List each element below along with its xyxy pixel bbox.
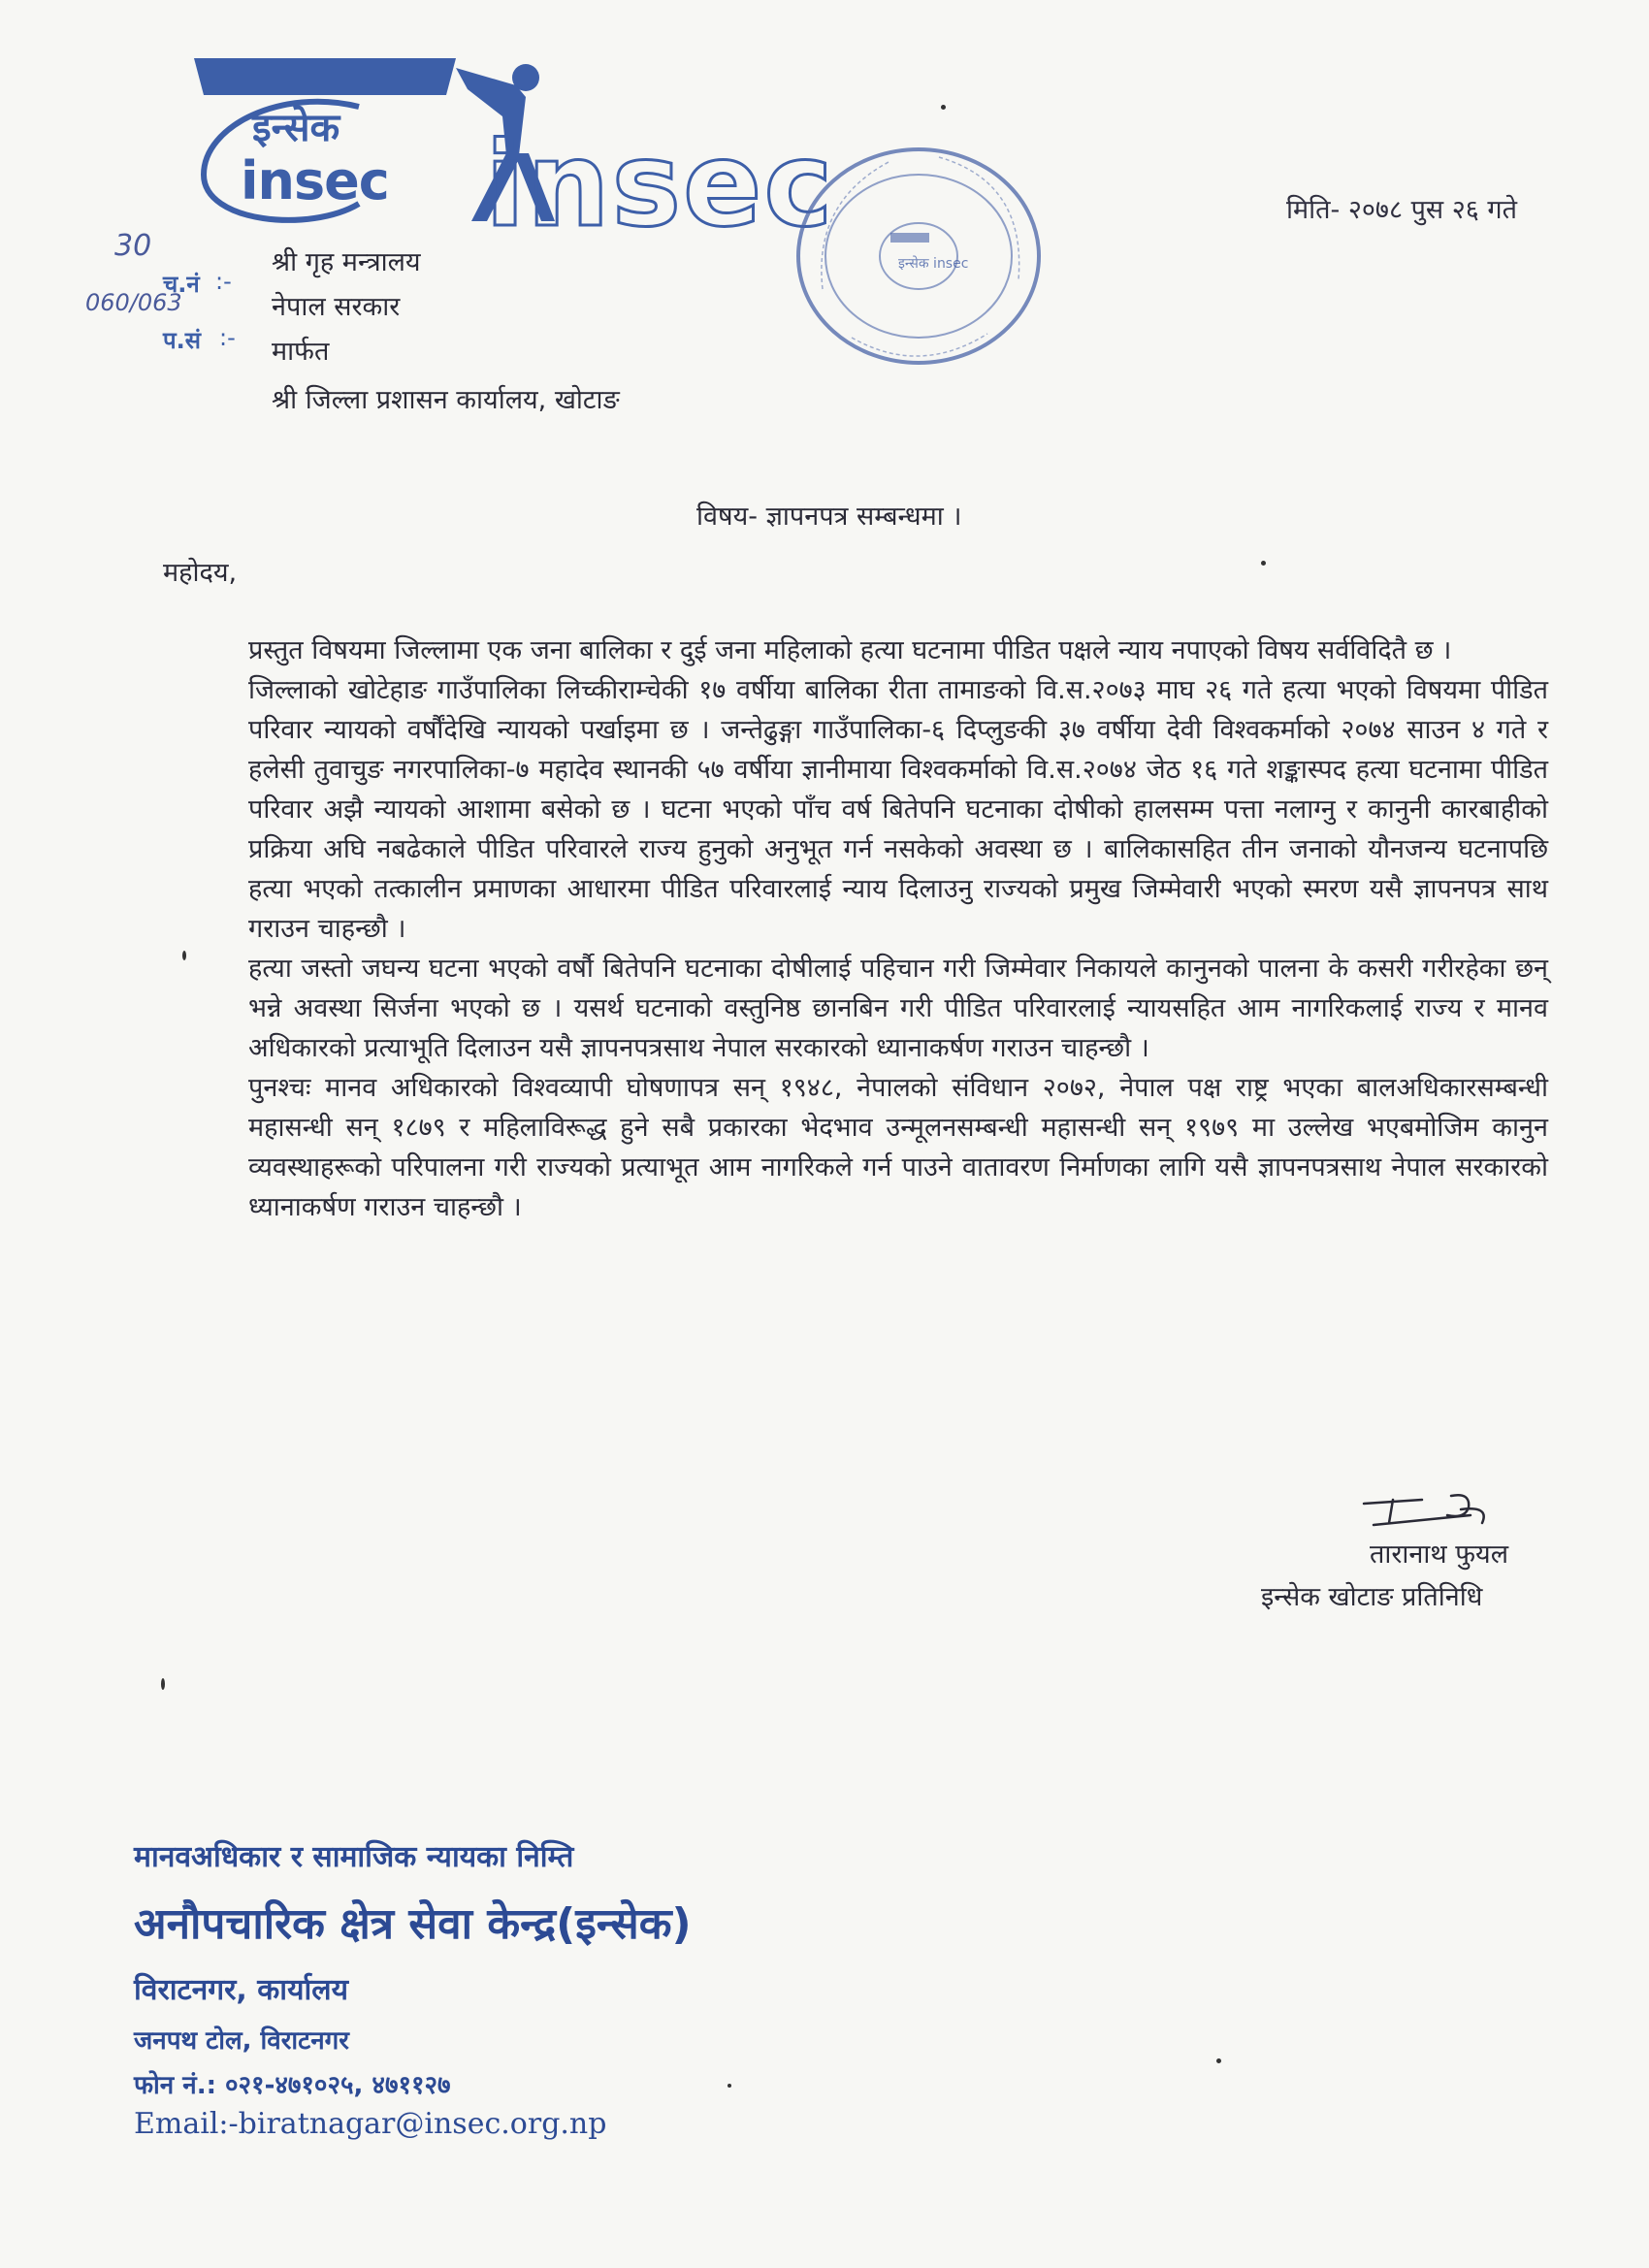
scan-speck [161,1678,165,1690]
handwritten-ref-number-2: 060/063 [85,289,182,316]
letterhead-footer [134,1835,692,2141]
body-paragraph-3: हत्या जस्तो जघन्य घटना भएको वर्षौ बितेपनि घटनाका दोषीलाई पहिचान गरी जिम्मेवार निकायले कानुनको पालना के कसरी गरीरहेका छन् भन्ने अवस्था सिर्जना भएको छ । यसर्थ घटनाको वस्तुनिष्ठ छानबिन गरी पीडित परिवारलाई न्यायसहित आम नागरिकलाई राज्य र मानव अधिकारको प्रत्याभूति दिलाउन यसै ज्ञापनपत्रसाथ नेपाल सरकारको ध्यानाकर्षण गराउन चाहन्छौ । [248,954,1548,1063]
footer-organization: अनौपचारिक क्षेत्र सेवा केन्द्र(इन्सेक) [134,1899,692,1949]
footer-address: जनपथ टोल, विराटनगर [134,2026,349,2056]
letter-subject: विषय- ज्ञापनपत्र सम्बन्धमा । [696,502,962,532]
logo-wordmark: insec [485,118,835,253]
footer-office: विराटनगर, कार्यालय [134,1973,348,2007]
scan-speck [941,105,946,110]
insec-logo [165,39,835,253]
addressee-line-1: श्री गृह मन्त्रालय [272,247,421,277]
handwritten-signature-icon [1354,1486,1529,1535]
letter-date: मिति- २०७८ पुस २६ गते [1286,195,1518,225]
addressee-line-3: मार्फत [272,337,330,367]
signatory-name: तारानाथ फुयल [1370,1539,1509,1570]
logo-nepali-text: इन्सेक [252,106,340,150]
footer-phone: फोन नं.: ०२१-४७१०२५, ४७११२७ [134,2071,451,2100]
letter-body [248,631,1548,1227]
cha-no-separator: :- [215,268,232,295]
office-stamp-icon [793,144,1044,369]
signatory-title: इन्सेक खोटाङ प्रतिनिधि [1261,1582,1483,1612]
body-paragraph-2: जिल्लाको खोटेहाङ गाउँपालिका लिच्कीराम्चेकी १७ वर्षीया बालिका रीता तामाङको वि.स.२०७३ माघ २६ गते हत्या भएको विषयमा पीडित परिवार न्यायको वर्षौंदेखि न्यायको पर्खाइमा छ । जन्तेढुङ्गा गाउँपालिका-६ दिप्लुङकी ३७ वर्षीया देवी विश्वकर्माको २०७४ साउन ४ गते र हलेसी तुवाचुङ नगरपालिका-७ महादेव स्थानकी ५७ वर्षीया ज्ञानीमाया विश्वकर्माको वि.स.२०७४ जेठ १६ गते शङ्कास्पद हत्या घटनामा पीडित परिवार अझै न्यायको आशामा बसेको छ । घटना भएको पाँच वर्ष बितेपनि घटनाका दोषीको हालसम्म पत्ता नलाग्नु र कानुनी कारबाहीको प्रक्रिया अघि नबढेकाले पीडित परिवारले राज्य हुनुको अनुभूत गर्न नसकेको अवस्था छ । बालिकासहित तीन जनाको यौनजन्य घटनापछि हत्या भएको तत्कालीन प्रमाणका आधारमा पीडित परिवारलाई न्याय दिलाउनु राज्यको प्रमुख जिम्मेवारी भएको स्मरण यसै ज्ञापनपत्र साथ गराउन चाहन्छौ । [248,675,1548,944]
cha-no-label: च.नं [163,271,200,298]
footer-tagline: मानवअधिकार र सामाजिक न्यायका निम्ति [134,1840,574,1874]
stamp-center-text: इन्सेक insec [898,256,969,272]
scan-speck [728,2084,731,2088]
body-paragraph-4: पुनश्चः मानव अधिकारको विश्वव्यापी घोषणापत्र सन् १९४८, नेपालको संविधान २०७२, नेपाल पक्ष राष्ट्र भएका बालअधिकारसम्बन्धी महासन्धी सन् १८७९ र महिलाविरूद्ध हुने सबै प्रकारका भेदभाव उन्मूलनसम्बन्धी महासन्धी सन् १९७९ मा उल्लेख भएबमोजिम कानुन व्यवस्थाहरूको परिपालना गरी राज्यको प्रत्याभूत आम नागरिकले गर्न पाउने वातावरण निर्माणका लागि यसै ज्ञापनपत्रसाथ नेपाल सरकारको ध्यानाकर्षण गराउन चाहन्छौ । [248,1073,1548,1222]
footer-email: Email:-biratnagar@insec.org.np [134,2107,607,2141]
scan-speck [1261,561,1266,566]
pa-sa-separator: :- [219,324,236,351]
handwritten-ref-number: 30 [114,229,152,263]
scan-speck [1216,2058,1221,2063]
addressee-line-2: नेपाल सरकार [272,292,401,322]
body-paragraph-1: प्रस्तुत विषयमा जिल्लामा एक जना बालिका र दुई जना महिलाको हत्या घटनामा पीडित पक्षले न्याय नपाएको विषय सर्वविदितै छ । [248,635,1452,665]
logo-latin-text: insec [241,150,389,211]
pa-sa-label: प.सं [163,327,201,354]
scan-speck [182,951,186,960]
letter-salutation: महोदय, [163,558,238,588]
addressee-line-4: श्री जिल्ला प्रशासन कार्यालय, खोटाङ [272,385,620,415]
